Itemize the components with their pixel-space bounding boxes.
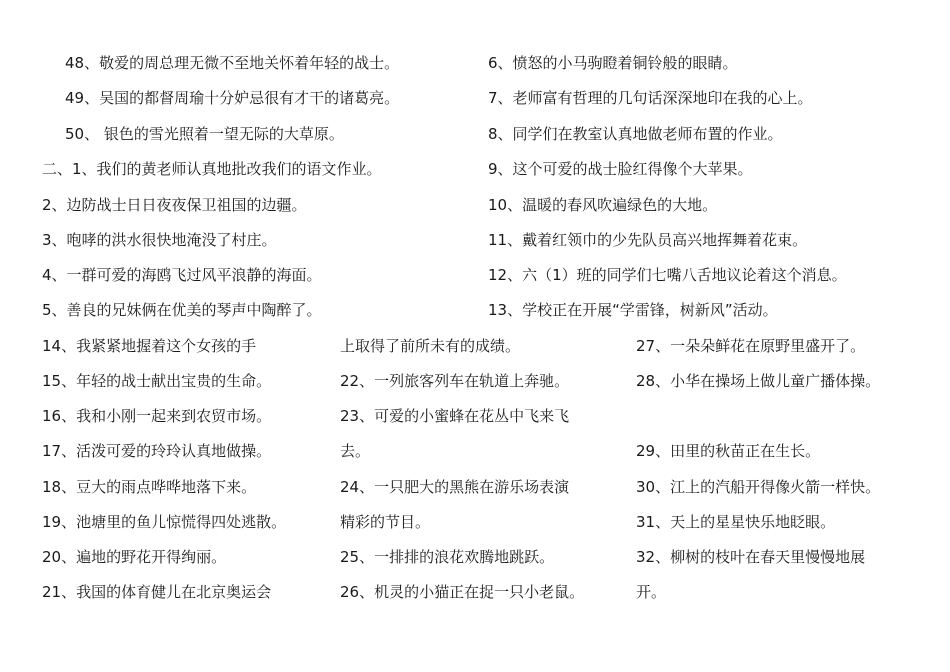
sentence-48: 48、敬爱的周总理无微不至地关怀着年轻的战士。 [65, 54, 400, 72]
sentence-24: 24、一只肥大的黑熊在游乐场表演 [340, 478, 570, 496]
sentence-14: 14、我紧紧地握着这个女孩的手 [42, 337, 257, 355]
sentence-9: 9、这个可爱的战士脸红得像个大苹果。 [488, 160, 753, 178]
sentence-27: 27、一朵朵鲜花在原野里盛开了。 [636, 337, 866, 355]
sentence-26: 26、机灵的小猫正在捉一只小老鼠。 [340, 583, 585, 601]
sentence-11: 11、戴着红领巾的少先队员高兴地挥舞着花束。 [488, 231, 808, 249]
sentence-23: 23、可爱的小蜜蜂在花丛中飞来飞 [340, 407, 570, 425]
sentence-50: 50、 银色的雪光照着一望无际的大草原。 [65, 125, 344, 143]
section-two-sentence-1: 二、1、我们的黄老师认真地批改我们的语文作业。 [42, 160, 382, 178]
sentence-4: 4、一群可爱的海鸥飞过风平浪静的海面。 [42, 266, 322, 284]
sentence-2: 2、边防战士日日夜夜保卫祖国的边疆。 [42, 196, 307, 214]
sentence-31: 31、天上的星星快乐地眨眼。 [636, 513, 836, 531]
sentence-23-continued: 去。 [340, 442, 371, 460]
sentence-21: 21、我国的体育健儿在北京奥运会 [42, 583, 272, 601]
sentence-28: 28、小华在操场上做儿童广播体操。 [636, 372, 881, 390]
sentence-25: 25、一排排的浪花欢腾地跳跃。 [340, 548, 555, 566]
sentence-29: 29、田里的秋苗正在生长。 [636, 442, 821, 460]
sentence-5: 5、善良的兄妹俩在优美的琴声中陶醉了。 [42, 301, 322, 319]
sentence-30: 30、江上的汽船开得像火箭一样快。 [636, 478, 881, 496]
sentence-24-continued: 精彩的节目。 [340, 513, 431, 531]
sentence-3: 3、咆哮的洪水很快地淹没了村庄。 [42, 231, 277, 249]
sentence-18: 18、豆大的雨点哗哗地落下来。 [42, 478, 257, 496]
sentence-12: 12、六（1）班的同学们七嘴八舌地议论着这个消息。 [488, 266, 847, 284]
sentence-21-continued: 上取得了前所未有的成绩。 [340, 337, 521, 355]
sentence-16: 16、我和小刚一起来到农贸市场。 [42, 407, 272, 425]
sentence-8: 8、同学们在教室认真地做老师布置的作业。 [488, 125, 783, 143]
sentence-17: 17、活泼可爱的玲玲认真地做操。 [42, 442, 272, 460]
sentence-13: 13、学校正在开展“学雷锋，树新风”活动。 [488, 301, 778, 319]
sentence-32: 32、柳树的枝叶在春天里慢慢地展 [636, 548, 866, 566]
sentence-19: 19、池塘里的鱼儿惊慌得四处逃散。 [42, 513, 287, 531]
sentence-15: 15、年轻的战士献出宝贵的生命。 [42, 372, 272, 390]
sentence-10: 10、温暖的春风吹遍绿色的大地。 [488, 196, 718, 214]
sentence-6: 6、愤怒的小马驹瞪着铜铃般的眼睛。 [488, 54, 738, 72]
sentence-49: 49、吴国的都督周瑜十分妒忌很有才干的诸葛亮。 [65, 89, 400, 107]
sentence-20: 20、遍地的野花开得绚丽。 [42, 548, 227, 566]
sentence-7: 7、老师富有哲理的几句话深深地印在我的心上。 [488, 89, 813, 107]
sentence-22: 22、一列旅客列车在轨道上奔驰。 [340, 372, 570, 390]
sentence-32-continued: 开。 [636, 583, 667, 601]
